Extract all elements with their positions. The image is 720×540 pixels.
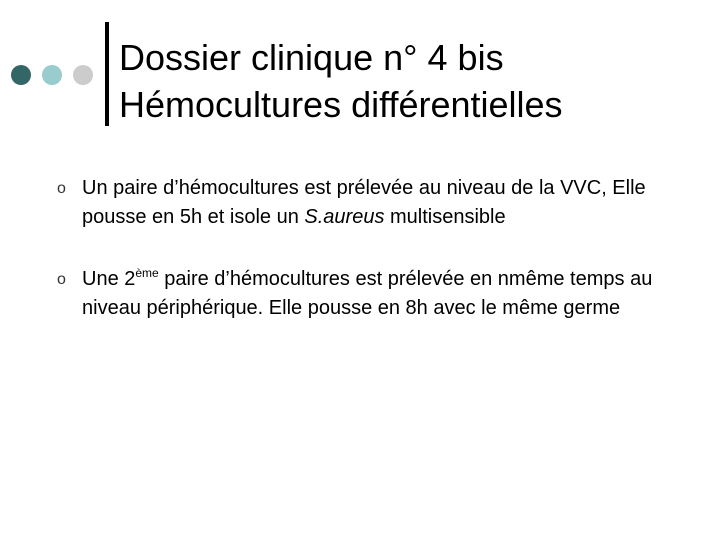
bullet-item-1 [57, 174, 687, 232]
slide-title [119, 34, 563, 128]
bullet-1-organism: S.aureus [304, 206, 385, 228]
bullet-list [57, 174, 687, 356]
bullet-1-text: Un paire d’hémocultures est prélevée au niveau de la VVC, Elle pousse en 5h et isole un [82, 177, 646, 228]
slide-title-line-2: Hémocultures différentielles [119, 84, 563, 125]
bullet-circle-icon: o [57, 180, 66, 197]
bullet-2-text-end: paire d’hémocultures est prélevée en nmême temps au niveau périphérique. Elle pousse en 8h avec le même germe [82, 268, 653, 319]
bullet-circle-icon: o [57, 271, 66, 288]
bullet-item-2 [57, 265, 687, 323]
decorative-dot-teal-icon [42, 65, 62, 85]
slide-title-line-1: Dossier clinique n° 4 bis [119, 37, 504, 78]
bullet-2-superscript: ème [135, 266, 159, 280]
title-divider-bar [105, 22, 109, 126]
decorative-dot-gray-icon [73, 65, 93, 85]
decorative-dot-dark-icon [11, 65, 31, 85]
bullet-2-text: Une 2 [82, 268, 136, 290]
bullet-1-text-end: multisensible [384, 206, 506, 228]
